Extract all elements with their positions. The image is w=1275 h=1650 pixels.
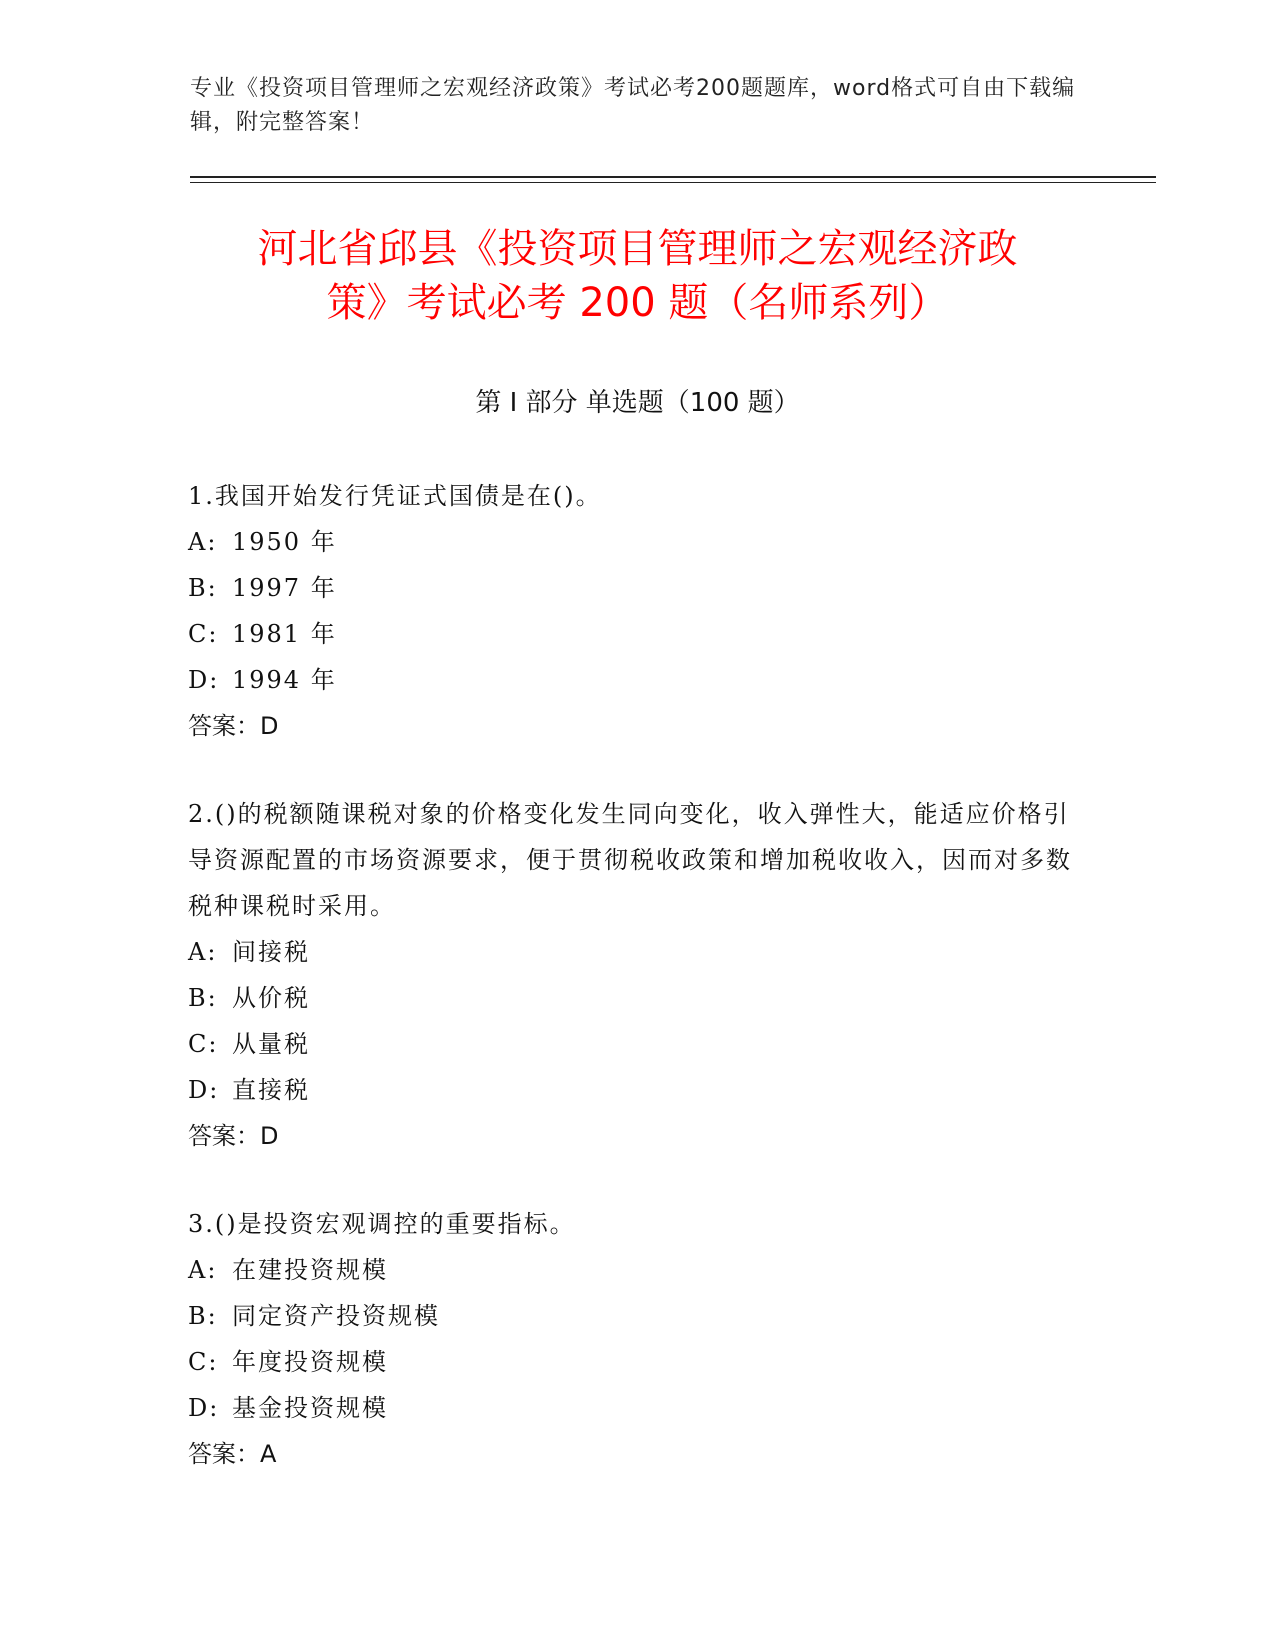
option-a bbox=[188, 929, 1078, 975]
option-d bbox=[188, 1067, 1078, 1113]
answer: 答案：D bbox=[188, 712, 279, 740]
option-key: C: bbox=[188, 1030, 219, 1058]
header-note: 专业《投资项目管理师之宏观经济政策》考试必考200题题库，word格式可自由下载编辑，附完整答案！ bbox=[190, 76, 1076, 135]
option-a bbox=[188, 519, 1078, 565]
option-text: 间接税 bbox=[232, 938, 310, 966]
document-title-line-1: 河北省邱县《投资项目管理师之宏观经济政 bbox=[257, 226, 1018, 272]
option-text: 从价税 bbox=[232, 984, 310, 1012]
document-title-line-2: 策》考试必考 200 题（名师系列） bbox=[326, 280, 949, 326]
option-key: C: bbox=[188, 620, 219, 648]
question-text: 1.我国开始发行凭证式国债是在()。 bbox=[188, 482, 602, 510]
option-b bbox=[188, 1293, 1078, 1339]
option-key: B: bbox=[188, 984, 218, 1012]
question-list bbox=[188, 473, 1078, 1519]
option-key: A: bbox=[188, 528, 218, 556]
option-key: C: bbox=[188, 1348, 219, 1376]
option-text: 1997 年 bbox=[232, 574, 337, 602]
question-text: 2.()的税额随课税对象的价格变化发生同向变化，收入弹性大，能适应价格引导资源配置的市场资源要求，便于贯彻税收政策和增加税收收入，因而对多数税种课税时采用。 bbox=[188, 800, 1072, 920]
header-rule-thick bbox=[190, 176, 1156, 178]
header-rule-thin bbox=[190, 182, 1156, 183]
question-text: 3.()是投资宏观调控的重要指标。 bbox=[188, 1210, 576, 1238]
option-b bbox=[188, 565, 1078, 611]
question-2 bbox=[188, 791, 1078, 1159]
option-c bbox=[188, 1021, 1078, 1067]
option-key: D: bbox=[188, 1076, 220, 1104]
option-key: A: bbox=[188, 1256, 218, 1284]
option-text: 从量税 bbox=[232, 1030, 310, 1058]
option-text: 在建投资规模 bbox=[232, 1256, 388, 1284]
option-key: B: bbox=[188, 574, 218, 602]
option-text: 同定资产投资规模 bbox=[232, 1302, 440, 1330]
option-c bbox=[188, 611, 1078, 657]
option-key: D: bbox=[188, 1394, 220, 1422]
section-title: 第 I 部分 单选题（100 题） bbox=[475, 388, 800, 418]
option-key: D: bbox=[188, 666, 220, 694]
question-1 bbox=[188, 473, 1078, 749]
option-key: B: bbox=[188, 1302, 218, 1330]
answer: 答案：D bbox=[188, 1122, 279, 1150]
option-d bbox=[188, 657, 1078, 703]
option-text: 1981 年 bbox=[232, 620, 337, 648]
option-text: 直接税 bbox=[232, 1076, 310, 1104]
option-text: 1950 年 bbox=[232, 528, 337, 556]
option-text: 1994 年 bbox=[232, 666, 337, 694]
option-d bbox=[188, 1385, 1078, 1431]
option-text: 基金投资规模 bbox=[232, 1394, 388, 1422]
option-text: 年度投资规模 bbox=[232, 1348, 388, 1376]
option-b bbox=[188, 975, 1078, 1021]
question-3 bbox=[188, 1201, 1078, 1477]
document-title bbox=[150, 222, 1125, 330]
option-key: A: bbox=[188, 938, 218, 966]
option-c bbox=[188, 1339, 1078, 1385]
option-a bbox=[188, 1247, 1078, 1293]
answer: 答案：A bbox=[188, 1440, 277, 1468]
